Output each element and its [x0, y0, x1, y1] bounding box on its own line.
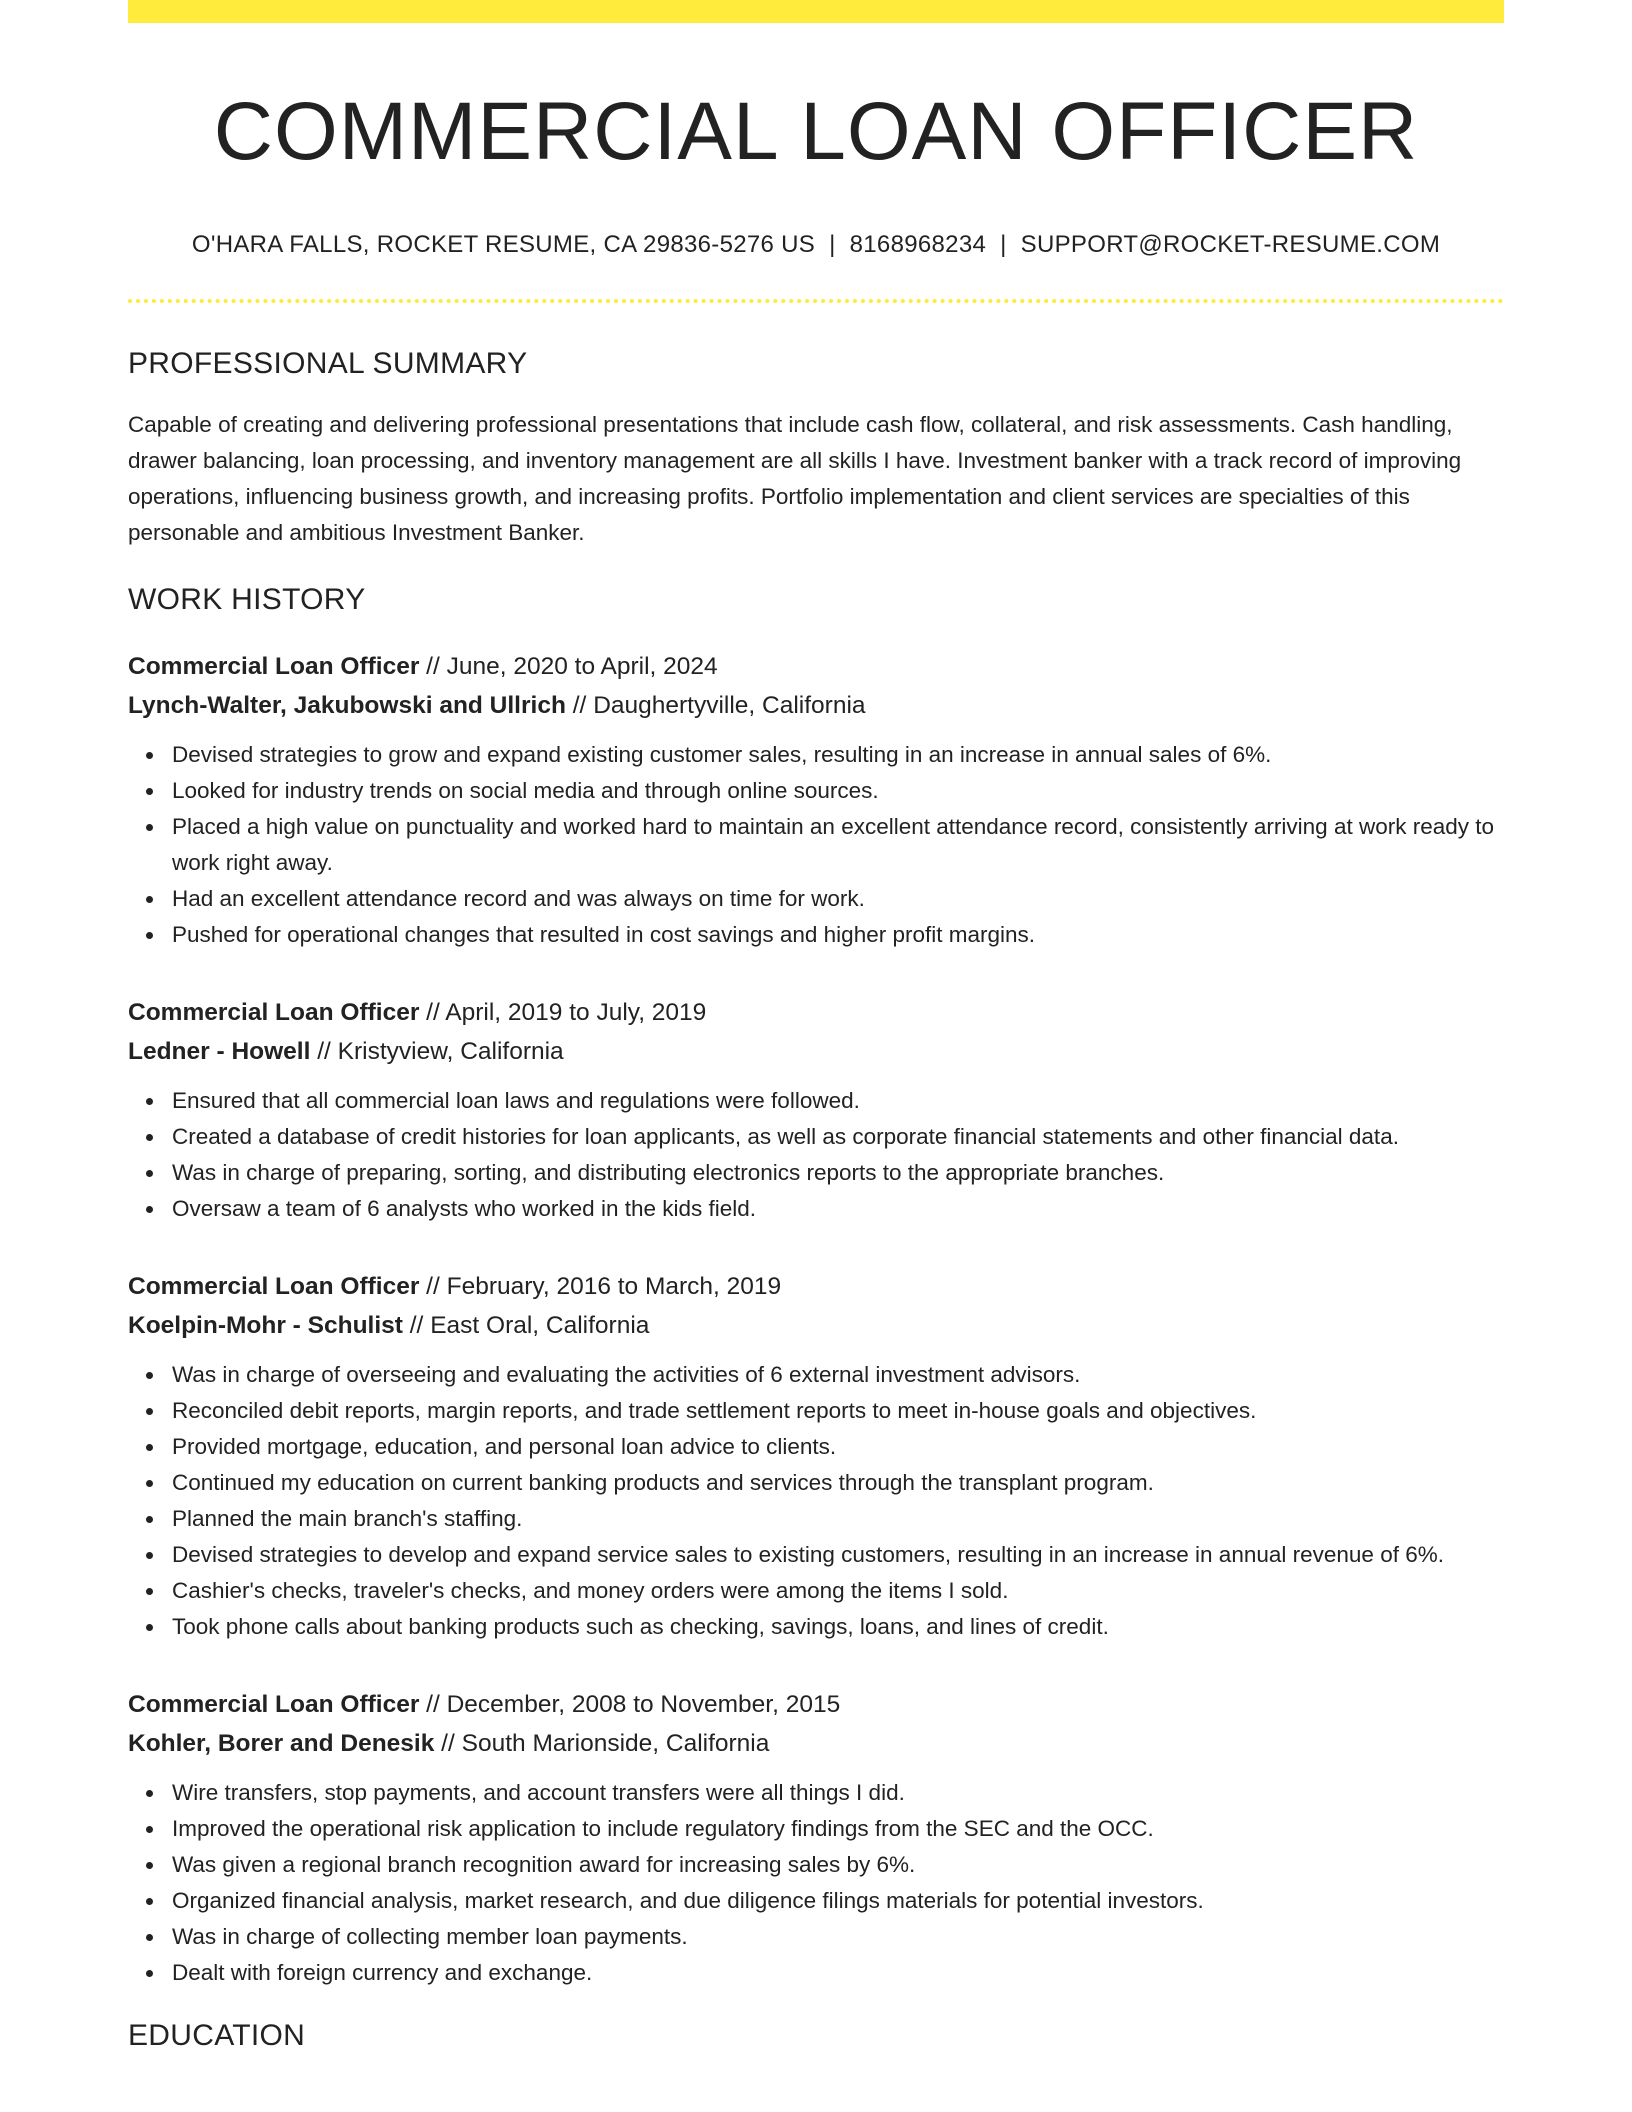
job-role: Commercial Loan Officer: [128, 1273, 420, 1301]
list-item: Improved the operational risk application to include regulatory findings from the SEC and the OCC.: [172, 1811, 1504, 1847]
section-title-summary: PROFESSIONAL SUMMARY: [128, 347, 528, 381]
job-company-line: [128, 1306, 1504, 1345]
job-role: Commercial Loan Officer: [128, 999, 420, 1027]
job-dates: June, 2020 to April, 2024: [446, 653, 718, 681]
top-accent-bar: [128, 0, 1504, 23]
contact-line: [128, 231, 1504, 259]
contact-separator: |: [829, 231, 836, 259]
list-item: Created a database of credit histories for loan applicants, as well as corporate financial statements and other financial data.: [172, 1119, 1504, 1155]
job-duties-list: [128, 1775, 1504, 1991]
job-divider: //: [426, 1691, 440, 1719]
job-company: Koelpin-Mohr - Schulist: [128, 1312, 403, 1340]
list-item: Was in charge of overseeing and evaluating the activities of 6 external investment advisors.: [172, 1357, 1504, 1393]
job-duties-list: [128, 1083, 1504, 1227]
job-company-line: [128, 686, 1504, 725]
list-item: Continued my education on current banking products and services through the transplant program.: [172, 1465, 1504, 1501]
list-item: Organized financial analysis, market research, and due diligence filings materials for potential investors.: [172, 1883, 1504, 1919]
list-item: Took phone calls about banking products such as checking, savings, loans, and lines of credit.: [172, 1609, 1504, 1645]
list-item: Looked for industry trends on social media and through online sources.: [172, 773, 1504, 809]
list-item: Pushed for operational changes that resulted in cost savings and higher profit margins.: [172, 917, 1504, 953]
list-item: Placed a high value on punctuality and worked hard to maintain an excellent attendance record, consistently arriving at work ready to work right away.: [172, 809, 1504, 881]
list-item: Reconciled debit reports, margin reports, and trade settlement reports to meet in-house goals and objectives.: [172, 1393, 1504, 1429]
list-item: Had an excellent attendance record and was always on time for work.: [172, 881, 1504, 917]
job-divider: //: [572, 692, 587, 720]
section-title-work-history: WORK HISTORY: [128, 583, 366, 617]
job-role-line: [128, 1685, 1504, 1724]
job-company-line: [128, 1032, 1504, 1071]
list-item: Planned the main branch's staffing.: [172, 1501, 1504, 1537]
job-entry: [128, 993, 1504, 1227]
job-location: Kristyview, California: [337, 1038, 564, 1066]
list-item: Provided mortgage, education, and personal loan advice to clients.: [172, 1429, 1504, 1465]
job-duties-list: [128, 1357, 1504, 1645]
job-divider: //: [409, 1312, 424, 1340]
job-divider: //: [426, 1273, 440, 1301]
contact-address: O'HARA FALLS, ROCKET RESUME, CA 29836-5276 US: [191, 231, 816, 259]
list-item: Devised strategies to grow and expand existing customer sales, resulting in an increase in annual sales of 6%.: [172, 737, 1504, 773]
dotted-divider: [128, 299, 1504, 303]
contact-email[interactable]: SUPPORT@ROCKET-RESUME.COM: [1020, 231, 1441, 259]
job-divider: //: [426, 653, 440, 681]
job-location: East Oral, California: [430, 1312, 650, 1340]
job-entry: [128, 1685, 1504, 1991]
job-company: Kohler, Borer and Denesik: [128, 1730, 435, 1758]
resume-page: [128, 0, 1504, 2053]
job-divider: //: [441, 1730, 455, 1758]
work-history-list: [128, 647, 1504, 1991]
job-dates: February, 2016 to March, 2019: [446, 1273, 782, 1301]
job-location: Daughertyville, California: [593, 692, 866, 720]
job-company: Ledner - Howell: [128, 1038, 311, 1066]
contact-separator: |: [1000, 231, 1007, 259]
summary-text: Capable of creating and delivering professional presentations that include cash flow, collateral, and risk assessments. Cash handling, drawer balancing, loan processing, and inventory management are all skills I have. Investment banker with a track record of improving operations, influencing business growth, and increasing profits. Portfolio implementation and client services are specialties of this personable and ambitious Investment Banker.: [128, 412, 1462, 546]
job-role-line: [128, 993, 1504, 1032]
job-dates: April, 2019 to July, 2019: [445, 999, 707, 1027]
job-role: Commercial Loan Officer: [128, 653, 420, 681]
job-location: South Marionside, California: [461, 1730, 770, 1758]
job-duties-list: [128, 737, 1504, 953]
contact-phone[interactable]: 8168968234: [849, 231, 987, 259]
resume-title: COMMERCIAL LOAN OFFICER: [213, 86, 1419, 177]
job-company-line: [128, 1724, 1504, 1763]
section-title-education: EDUCATION: [128, 2019, 306, 2053]
list-item: Oversaw a team of 6 analysts who worked in the kids field.: [172, 1191, 1504, 1227]
list-item: Devised strategies to develop and expand service sales to existing customers, resulting in an increase in annual revenue of 6%.: [172, 1537, 1504, 1573]
job-role: Commercial Loan Officer: [128, 1691, 420, 1719]
list-item: Wire transfers, stop payments, and account transfers were all things I did.: [172, 1775, 1504, 1811]
job-company: Lynch-Walter, Jakubowski and Ullrich: [128, 692, 566, 720]
list-item: Cashier's checks, traveler's checks, and money orders were among the items I sold.: [172, 1573, 1504, 1609]
job-divider: //: [317, 1038, 331, 1066]
list-item: Ensured that all commercial loan laws and regulations were followed.: [172, 1083, 1504, 1119]
job-entry: [128, 647, 1504, 953]
list-item: Was in charge of preparing, sorting, and distributing electronics reports to the appropriate branches.: [172, 1155, 1504, 1191]
job-role-line: [128, 647, 1504, 686]
job-divider: //: [426, 999, 440, 1027]
list-item: Dealt with foreign currency and exchange.: [172, 1955, 1504, 1991]
job-dates: December, 2008 to November, 2015: [446, 1691, 841, 1719]
job-role-line: [128, 1267, 1504, 1306]
job-entry: [128, 1267, 1504, 1645]
list-item: Was in charge of collecting member loan payments.: [172, 1919, 1504, 1955]
list-item: Was given a regional branch recognition award for increasing sales by 6%.: [172, 1847, 1504, 1883]
